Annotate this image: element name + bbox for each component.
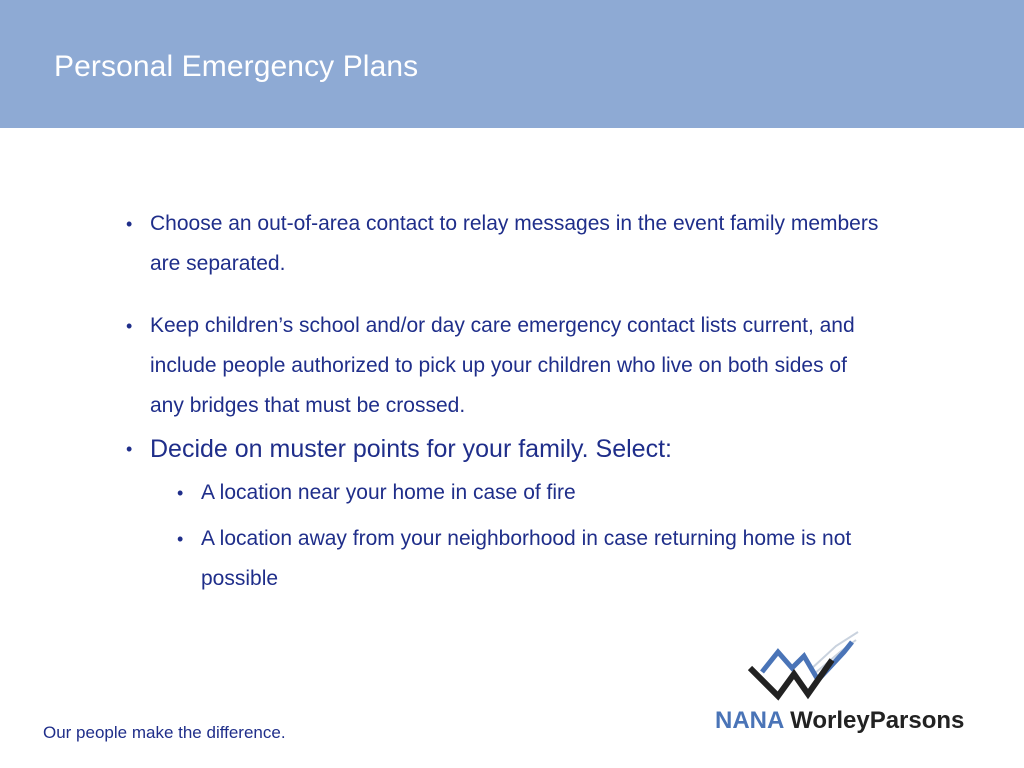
company-logo-text	[715, 707, 964, 735]
footer-tagline: Our people make the difference.	[43, 723, 286, 742]
logo-name-worleyparsons: WorleyParsons	[790, 707, 965, 734]
sub-bullet-text: A location away from your neighborhood in case returning home is not possible	[201, 527, 852, 590]
bullet-item	[126, 306, 886, 426]
bullet-text: Keep children’s school and/or day care emergency contact lists current, and include people authorized to pick up your children who live on both sides of any bridges that must be crossed.	[150, 314, 855, 417]
bullet-icon: •	[126, 439, 133, 459]
sub-bullet-item	[177, 519, 886, 599]
logo-name-nana: NANA	[715, 707, 784, 734]
bullet-text: Choose an out-of-area contact to relay messages in the event family members are separated.	[150, 212, 879, 275]
bullet-item	[126, 429, 886, 469]
bullet-icon: •	[126, 214, 133, 234]
title-banner	[0, 0, 1024, 128]
bullet-text: Decide on muster points for your family. Select:	[150, 435, 672, 463]
sub-bullet-item	[177, 473, 886, 513]
bullet-icon: •	[177, 483, 184, 503]
bullet-icon: •	[177, 529, 184, 549]
sub-bullet-text: A location near your home in case of fire	[201, 481, 576, 504]
slide-title: Personal Emergency Plans	[54, 50, 419, 83]
bullet-icon: •	[126, 316, 133, 336]
bullet-item	[126, 204, 886, 284]
company-logo-icon	[748, 628, 860, 704]
slide-content	[126, 204, 886, 605]
